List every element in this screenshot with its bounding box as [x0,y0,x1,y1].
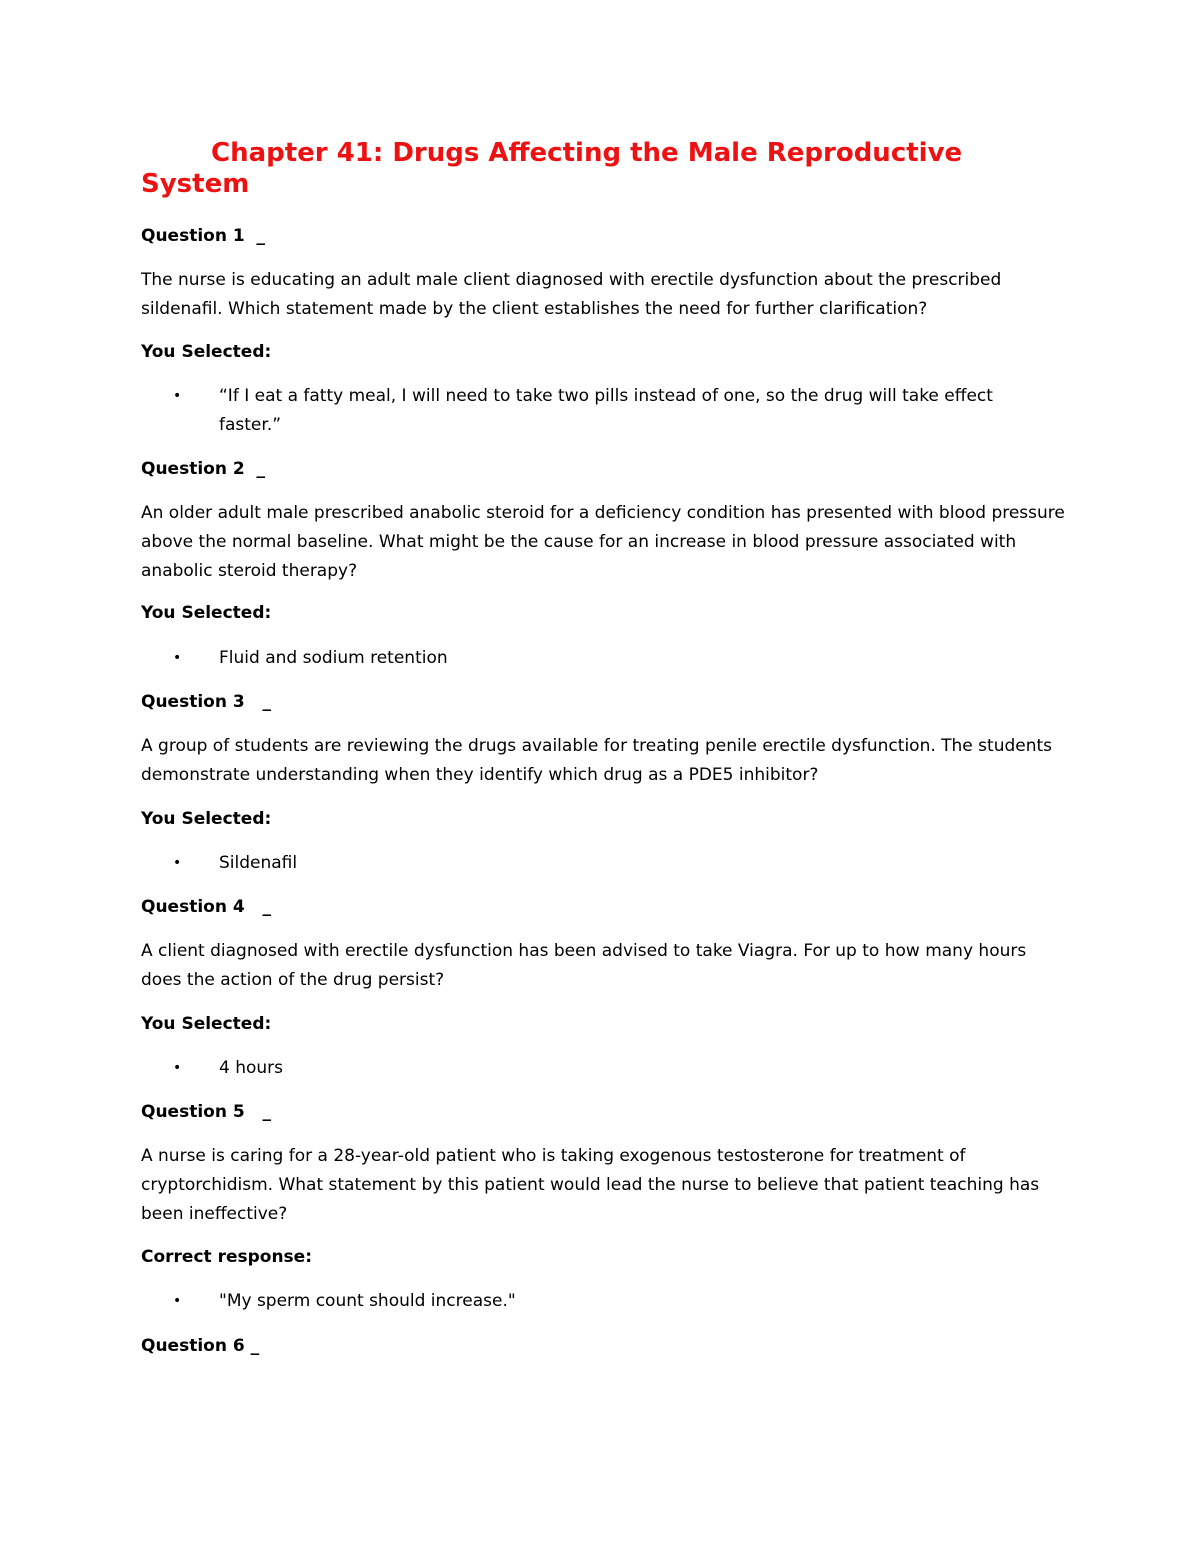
question-3-label: Question 3 _ [141,692,271,712]
question-1-text: The nurse is educating an adult male client diagnosed with erectile dysfunction about the prescribed sildenafil. Which statement made by the client establishes the need for further clarification? [141,270,1002,319]
question-5-response-label: Correct response: [141,1247,313,1267]
question-2-answer [171,644,1031,673]
question-5-text: A nurse is caring for a 28-year-old patient who is taking exogenous testosterone for treatment of cryptorchidism. What statement by this patient would lead the nurse to believe that patient teaching has been ineffective? [141,1146,1040,1224]
question-4-text: A client diagnosed with erectile dysfunction has been advised to take Viagra. For up to how many hours does the action of the drug persist? [141,941,1027,990]
question-5-answer [171,1287,1031,1316]
bullet-icon: • [173,388,182,404]
question-5-label: Question 5 _ [141,1102,271,1122]
question-6-label: Question 6 _ [141,1336,260,1356]
question-2-text: An older adult male prescribed anabolic steroid for a deficiency condition has presented with blood pressure above the normal baseline. What might be the cause for an increase in blood pressure associated with anabolic steroid therapy? [141,503,1065,581]
question-4-response-label: You Selected: [141,1014,272,1034]
question-1-answer-text: “If I eat a fatty meal, I will need to take two pills instead of one, so the drug will take effect faster.” [219,386,993,435]
question-2-answer-text: Fluid and sodium retention [219,648,448,668]
question-2-response-label: You Selected: [141,603,272,623]
bullet-icon: • [173,855,182,871]
bullet-icon: • [173,1293,182,1309]
question-3-response-label: You Selected: [141,809,272,829]
question-3-text: A group of students are reviewing the drugs available for treating penile erectile dysfunction. The students demonstrate understanding when they identify which drug as a PDE5 inhibitor? [141,736,1053,785]
question-4-label: Question 4 _ [141,897,271,917]
question-1-label: Question 1 _ [141,226,266,246]
question-5-answer-text: "My sperm count should increase." [219,1291,516,1311]
question-1-answer [171,382,1031,440]
question-1-response-label: You Selected: [141,342,272,362]
question-4-answer-text: 4 hours [219,1058,284,1078]
bullet-icon: • [173,1060,182,1076]
question-3-answer-text: Sildenafil [219,853,298,873]
bullet-icon: • [173,650,182,666]
question-4-answer [171,1054,1031,1083]
page-title: Chapter 41: Drugs Affecting the Male Reproductive System [141,138,963,199]
question-3-answer [171,849,1031,878]
question-2-label: Question 2 _ [141,459,266,479]
